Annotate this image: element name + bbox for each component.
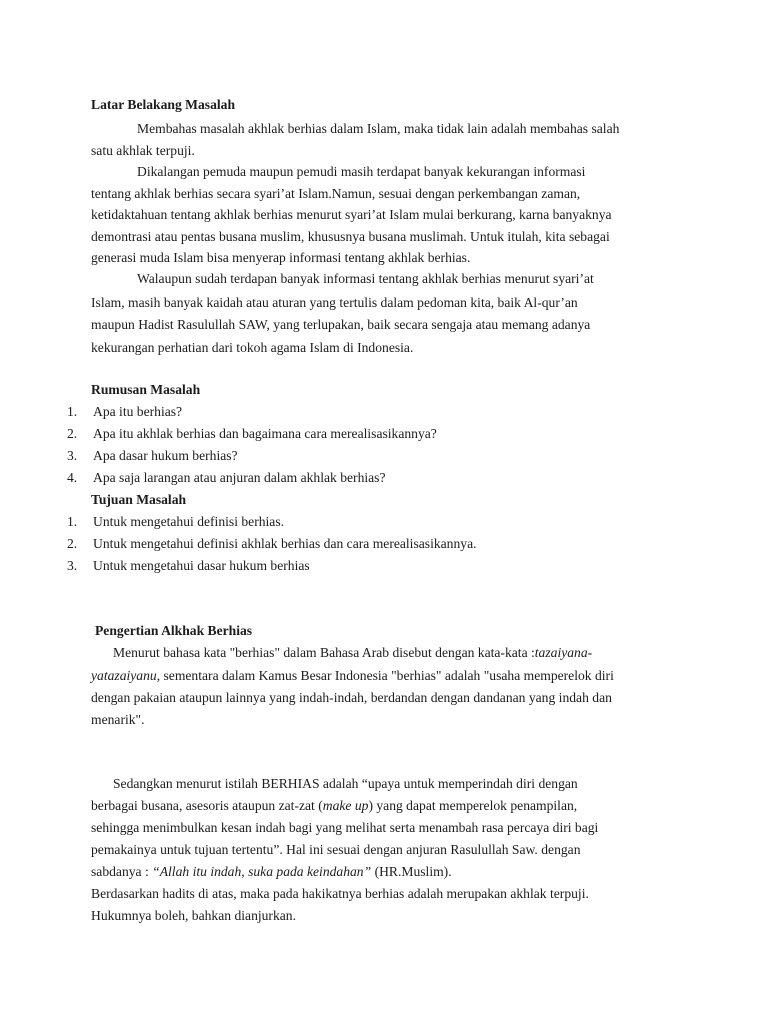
list-item: Untuk mengetahui definisi berhias. bbox=[93, 514, 285, 529]
list-item: Apa dasar hukum berhias? bbox=[93, 448, 238, 463]
text-run: berbagai busana, asesoris ataupun zat-zat ( bbox=[91, 798, 323, 813]
text-run: , sementara dalam Kamus Besar Indonesia "berhias" adalah "usaha memperelok diri bbox=[156, 668, 614, 683]
paragraph-line: Dikalangan pemuda maupun pemudi masih terdapat banyak kekurangan informasi bbox=[137, 164, 586, 179]
heading-pengertian: Pengertian Alkhak Berhias bbox=[95, 623, 253, 638]
paragraph-line: Berdasarkan hadits di atas, maka pada hakikatnya berhias adalah merupakan akhlak terpuji. bbox=[91, 886, 589, 901]
text-run: Menurut bahasa kata "berhias" dalam Bahasa Arab disebut dengan kata-kata : bbox=[113, 645, 535, 660]
list-number: 3. bbox=[67, 448, 78, 463]
paragraph-line: Islam, masih banyak kaidah atau aturan yang tertulis dalam pedoman kita, baik Al-qur’an bbox=[91, 295, 578, 310]
paragraph-line: Sedangkan menurut istilah BERHIAS adalah “upaya untuk memperindah diri dengan bbox=[113, 776, 578, 791]
text-run: ) yang dapat memperelok penampilan, bbox=[368, 798, 578, 813]
list-item: Untuk mengetahui definisi akhlak berhias dan cara merealisasikannya. bbox=[93, 536, 477, 551]
list-number: 3. bbox=[67, 558, 78, 573]
list-item: Apa saja larangan atau anjuran dalam akhlak berhias? bbox=[93, 470, 386, 485]
hadith-quote: “Allah itu indah, suka pada keindahan” bbox=[152, 864, 372, 879]
paragraph-line: kekurangan perhatian dari tokoh agama Islam di Indonesia. bbox=[91, 340, 414, 355]
paragraph-line: maupun Hadist Rasulullah SAW, yang terlupakan, baik secara sengaja atau memang adanya bbox=[91, 317, 591, 332]
heading-tujuan-masalah: Tujuan Masalah bbox=[91, 492, 187, 507]
text-run: sabdanya : bbox=[91, 864, 153, 879]
paragraph-line: Hukumnya boleh, bahkan dianjurkan. bbox=[91, 908, 296, 923]
italic-term: yatazaiyanu bbox=[91, 668, 157, 683]
list-number: 1. bbox=[67, 514, 78, 529]
heading-latar-belakang: Latar Belakang Masalah bbox=[91, 97, 236, 112]
paragraph-line: generasi muda Islam bisa menyerap informasi tentang akhlak berhias. bbox=[91, 250, 471, 265]
paragraph-line: ketidaktahuan tentang akhlak berhias menurut syari’at Islam mulai berkurang, karna banyaknya bbox=[91, 207, 612, 222]
list-number: 2. bbox=[67, 536, 78, 551]
italic-term: make up bbox=[322, 798, 369, 813]
list-item: Apa itu berhias? bbox=[93, 404, 183, 419]
paragraph-line: Membahas masalah akhlak berhias dalam Islam, maka tidak lain adalah membahas salah bbox=[137, 121, 620, 136]
paragraph-line: Walaupun sudah terdapan banyak informasi tentang akhlak berhias menurut syari’at bbox=[137, 271, 594, 286]
list-item: Untuk mengetahui dasar hukum berhias bbox=[93, 558, 310, 573]
text-run: (HR.Muslim). bbox=[371, 864, 452, 879]
paragraph-line: tentang akhlak berhias secara syari’at Islam.Namun, sesuai dengan perkembangan zaman, bbox=[91, 186, 581, 201]
paragraph-line: sehingga menimbulkan kesan indah bagi yang melihat serta menambah rasa percaya diri bagi bbox=[91, 820, 599, 835]
paragraph-line bbox=[113, 646, 592, 660]
paragraph-line: menarik". bbox=[91, 712, 145, 727]
paragraph-line: pemakainya untuk tujuan tertentu”. Hal ini sesuai dengan anjuran Rasulullah Saw. dengan bbox=[91, 842, 581, 857]
list-number: 1. bbox=[67, 404, 78, 419]
paragraph-line bbox=[91, 865, 452, 879]
paragraph-line: dengan pakaian ataupun lainnya yang indah-indah, berdandan dengan dandanan yang indah dan bbox=[91, 690, 612, 705]
list-number: 2. bbox=[67, 426, 78, 441]
list-item: Apa itu akhlak berhias dan bagaimana cara merealisasikannya? bbox=[93, 426, 437, 441]
paragraph-line: demontrasi atau pentas busana muslim, khususnya busana muslimah. Untuk itulah, kita sebagai bbox=[91, 229, 610, 244]
paragraph-line bbox=[91, 669, 614, 683]
heading-rumusan-masalah: Rumusan Masalah bbox=[91, 382, 201, 397]
list-number: 4. bbox=[67, 470, 78, 485]
italic-term: tazaiyana- bbox=[534, 645, 593, 660]
paragraph-line bbox=[91, 799, 577, 813]
paragraph-line: satu akhlak terpuji. bbox=[91, 143, 195, 158]
